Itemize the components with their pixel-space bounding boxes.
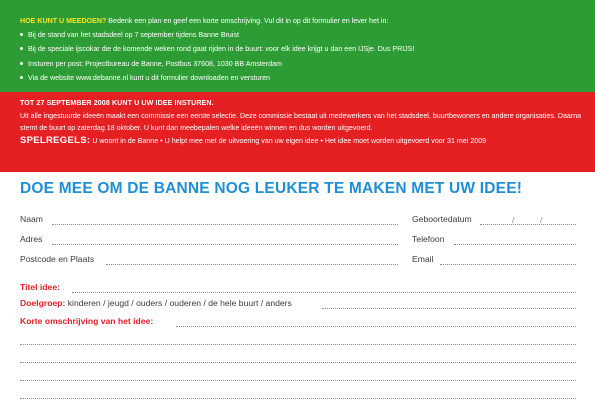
how-to-participate-section bbox=[0, 0, 595, 92]
how-to-participate-heading: HOE KUNT U MEEDOEN? bbox=[20, 17, 107, 25]
submission-option-icecream-cart: Bij de speciale ijscokar die de komende weken rond gaat rijden in de buurt: voor elk idee krijgt u dan een IJSje. Dus PRIJS! bbox=[20, 42, 585, 56]
phone-input-line[interactable] bbox=[454, 244, 576, 245]
address-input-line[interactable] bbox=[52, 244, 398, 245]
description-input-line-1[interactable] bbox=[176, 326, 576, 327]
idea-title-input-line[interactable] bbox=[72, 292, 576, 293]
submission-option-website: Via de website www.debanne.nl kunt u dit formulier downloaden en versturen bbox=[20, 71, 585, 85]
description-input-line-4[interactable] bbox=[20, 380, 576, 381]
birthdate-separator-2: / bbox=[540, 215, 543, 225]
birthdate-input-line[interactable] bbox=[480, 224, 576, 225]
selection-process-text: Uit alle ingestuurde ideeën maakt een commissie een eerste selectie. Deze commissie bestaat uit medewerkers van het stadsdeel, buurtbewoners en andere organisaties. Daarna stemt de buurt op zaterdag 18 oktober. U kunt dan meebepalen welke ideeën winnen en dus worden uitgevoerd. bbox=[20, 111, 582, 133]
form-title: DOE MEE OM DE BANNE NOG LEUKER TE MAKEN MET UW IDEE! bbox=[20, 180, 523, 197]
email-label: Email bbox=[412, 254, 434, 264]
idea-title-field[interactable] bbox=[20, 280, 576, 294]
rules-text: U woont in de Banne • U helpt mee met de uitvoering van uw eigen idee • Het idee moet worden uitgevoerd voor 31 mei 2009 bbox=[90, 136, 487, 145]
description-input-line-2[interactable] bbox=[20, 344, 576, 345]
submission-option-post: Insturen per post: Projectbureau de Banne, Postbus 37608, 1030 BB Amsterdam bbox=[20, 57, 585, 71]
rules-heading: SPELREGELS: bbox=[20, 134, 91, 146]
postcode-field[interactable] bbox=[20, 252, 398, 266]
name-label: Naam bbox=[20, 214, 43, 224]
birthdate-field[interactable] bbox=[412, 212, 576, 226]
description-line-3[interactable] bbox=[20, 350, 576, 364]
address-field[interactable] bbox=[20, 232, 398, 246]
postcode-input-line[interactable] bbox=[106, 264, 398, 265]
description-input-line-5[interactable] bbox=[20, 398, 576, 399]
name-input-line[interactable] bbox=[52, 224, 398, 225]
how-to-participate-intro bbox=[20, 14, 585, 28]
name-field[interactable] bbox=[20, 212, 398, 226]
description-line-4[interactable] bbox=[20, 368, 576, 382]
rules-line bbox=[20, 135, 585, 148]
target-group-input-line[interactable] bbox=[322, 308, 576, 309]
address-label: Adres bbox=[20, 234, 43, 244]
description-line-2[interactable] bbox=[20, 332, 576, 346]
target-group-field[interactable] bbox=[20, 296, 576, 310]
email-field[interactable] bbox=[412, 252, 576, 266]
email-input-line[interactable] bbox=[440, 264, 576, 265]
birthdate-separator-1: / bbox=[512, 215, 515, 225]
target-group-line bbox=[20, 298, 292, 308]
description-field[interactable] bbox=[20, 314, 576, 328]
submission-option-stand: Bij de stand van het stadsdeel op 7 september tijdens Banne Bruist bbox=[20, 28, 585, 42]
submission-options-list bbox=[20, 28, 585, 85]
description-label: Korte omschrijving van het idee: bbox=[20, 316, 154, 326]
deadline-section bbox=[0, 92, 595, 172]
deadline-heading: TOT 27 SEPTEMBER 2008 KUNT U UW IDEE INSTUREN. bbox=[20, 99, 214, 107]
target-group-label: Doelgroep: bbox=[20, 298, 66, 308]
how-to-participate-text: Bedenk een plan en geef een korte omschrijving. Vul dit in op dit formulier en lever het in: bbox=[106, 17, 389, 25]
description-line-5[interactable] bbox=[20, 386, 576, 400]
postcode-label: Postcode en Plaats bbox=[20, 254, 95, 264]
target-group-options[interactable]: kinderen / jeugd / ouders / ouderen / de hele buurt / anders bbox=[67, 298, 292, 308]
birthdate-label: Geboortedatum bbox=[412, 214, 472, 224]
phone-label: Telefoon bbox=[412, 234, 445, 244]
description-input-line-3[interactable] bbox=[20, 362, 576, 363]
idea-title-label: Titel idee: bbox=[20, 282, 60, 292]
phone-field[interactable] bbox=[412, 232, 576, 246]
